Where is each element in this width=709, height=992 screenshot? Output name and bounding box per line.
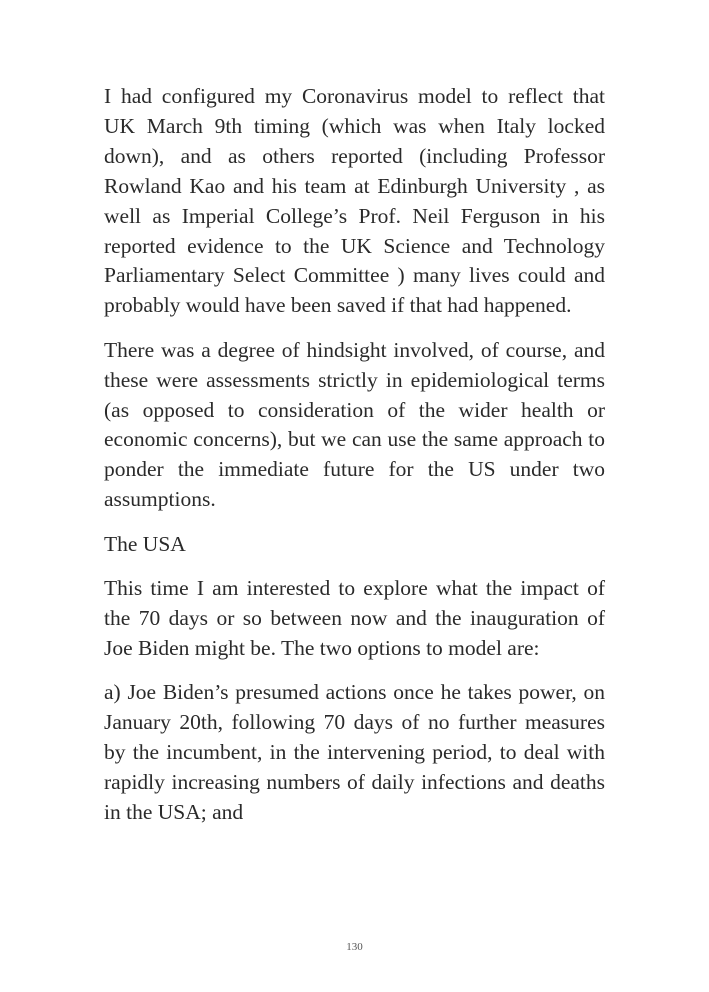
section-heading: The USA: [104, 531, 186, 556]
paragraph-option-a: a) Joe Biden’s presumed actions once he takes power, on January 20th, following 70 days of no further measures by the incumbent, in the intervening period, to deal with rapidly increasing numbers of daily infections and deaths in the USA; and: [104, 680, 605, 824]
paragraph-inauguration: This time I am interested to explore what the impact of the 70 days or so between now and the inauguration of Joe Biden might be. The two options to model are:: [104, 576, 605, 660]
body-text: [104, 82, 605, 842]
page-number: 130: [346, 941, 363, 953]
paragraph-uk-model: I had configured my Coronavirus model to reflect that UK March 9th timing (which was when Italy locked down), and as others reported (including Professor Rowland Kao and his team at Edinburgh University , as well as Imperial College’s Prof. Neil Ferguson in his reported evidence to the UK Science and Technology Parliamentary Select Committee ) many lives could and probably would have been saved if that had happened.: [104, 84, 605, 318]
paragraph-hindsight: There was a degree of hindsight involved, of course, and these were assessments strictly in epidemiological terms (as opposed to consideration of the wider health or economic concerns), but we can use the same approach to ponder the immediate future for the US under two assumptions.: [104, 337, 605, 512]
